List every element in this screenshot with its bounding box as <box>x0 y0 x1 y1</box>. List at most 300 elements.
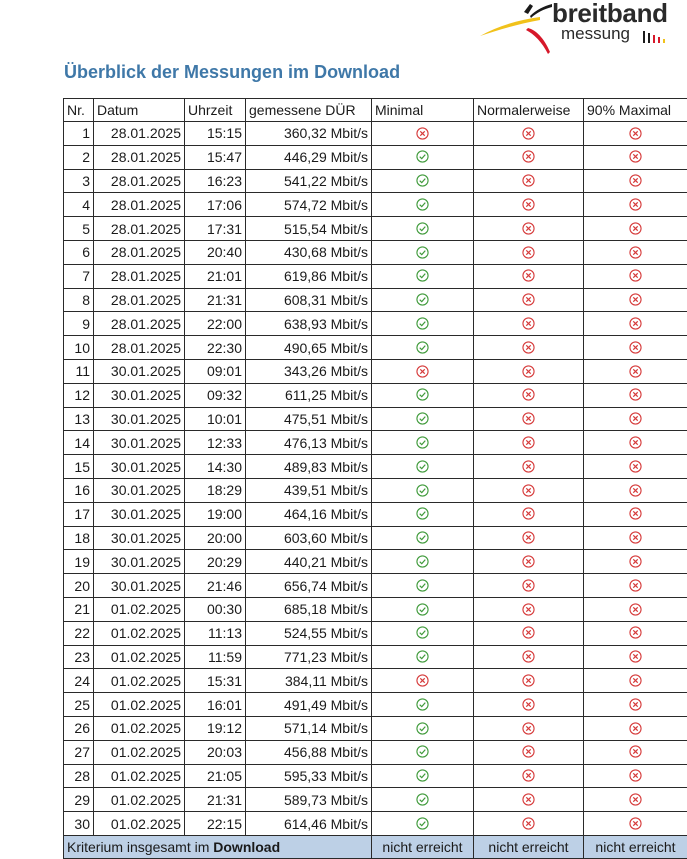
cell-max90 <box>584 455 687 479</box>
x-circle-icon <box>522 530 535 546</box>
check-circle-icon <box>416 506 429 522</box>
check-circle-icon <box>416 482 429 498</box>
cell-normal <box>474 312 584 336</box>
table-row <box>64 312 687 336</box>
cell-nr: 9 <box>64 312 94 336</box>
cell-uhrzeit: 15:15 <box>185 122 246 146</box>
cell-datum: 01.02.2025 <box>94 597 185 621</box>
logo-bars-icon <box>643 31 673 43</box>
check-circle-icon <box>416 625 429 641</box>
cell-normal <box>474 288 584 312</box>
cell-minimal <box>372 359 474 383</box>
cell-datum: 30.01.2025 <box>94 455 185 479</box>
x-circle-icon <box>629 601 642 617</box>
cell-wert: 656,74 Mbit/s <box>246 574 372 598</box>
cell-nr: 18 <box>64 526 94 550</box>
x-circle-icon <box>522 316 535 332</box>
cell-uhrzeit: 22:30 <box>185 336 246 360</box>
cell-datum: 01.02.2025 <box>94 764 185 788</box>
check-circle-icon <box>416 268 429 284</box>
cell-max90 <box>584 407 687 431</box>
cell-datum: 28.01.2025 <box>94 145 185 169</box>
cell-uhrzeit: 19:12 <box>185 716 246 740</box>
check-circle-icon <box>416 340 429 356</box>
cell-normal <box>474 359 584 383</box>
x-circle-icon <box>522 625 535 641</box>
cell-minimal <box>372 764 474 788</box>
x-circle-icon <box>629 197 642 213</box>
cell-normal <box>474 455 584 479</box>
table-row <box>64 359 687 383</box>
x-circle-icon <box>522 125 535 141</box>
cell-nr: 11 <box>64 359 94 383</box>
logo-word: breitband <box>552 0 668 26</box>
footer-normal: nicht erreicht <box>474 835 584 858</box>
cell-nr: 29 <box>64 788 94 812</box>
x-circle-icon <box>629 459 642 475</box>
x-circle-icon <box>629 530 642 546</box>
cell-datum: 28.01.2025 <box>94 169 185 193</box>
cell-normal <box>474 336 584 360</box>
cell-wert: 464,16 Mbit/s <box>246 502 372 526</box>
cell-minimal <box>372 645 474 669</box>
cell-uhrzeit: 00:30 <box>185 597 246 621</box>
cell-normal <box>474 812 584 836</box>
cell-normal <box>474 597 584 621</box>
cell-max90 <box>584 145 687 169</box>
cell-wert: 490,65 Mbit/s <box>246 336 372 360</box>
cell-wert: 360,32 Mbit/s <box>246 122 372 146</box>
cell-datum: 28.01.2025 <box>94 122 185 146</box>
check-circle-icon <box>416 792 429 808</box>
cell-max90 <box>584 716 687 740</box>
cell-minimal <box>372 812 474 836</box>
cell-uhrzeit: 21:31 <box>185 288 246 312</box>
x-circle-icon <box>522 244 535 260</box>
cell-uhrzeit: 12:33 <box>185 431 246 455</box>
cell-max90 <box>584 312 687 336</box>
table-row <box>64 597 687 621</box>
cell-nr: 12 <box>64 383 94 407</box>
table-row <box>64 407 687 431</box>
table-body <box>64 122 687 836</box>
cell-uhrzeit: 14:30 <box>185 455 246 479</box>
cell-normal <box>474 716 584 740</box>
cell-uhrzeit: 21:31 <box>185 788 246 812</box>
cell-max90 <box>584 740 687 764</box>
cell-uhrzeit: 18:29 <box>185 478 246 502</box>
cell-minimal <box>372 597 474 621</box>
cell-normal <box>474 240 584 264</box>
x-circle-icon <box>629 125 642 141</box>
check-circle-icon <box>416 173 429 189</box>
table-row <box>64 764 687 788</box>
table-row <box>64 502 687 526</box>
cell-datum: 28.01.2025 <box>94 288 185 312</box>
x-circle-icon <box>522 173 535 189</box>
cell-max90 <box>584 431 687 455</box>
x-circle-icon <box>522 744 535 760</box>
logo-swoosh-icon <box>478 0 558 60</box>
cell-normal <box>474 788 584 812</box>
table-row <box>64 240 687 264</box>
cell-uhrzeit: 20:00 <box>185 526 246 550</box>
cell-uhrzeit: 09:01 <box>185 359 246 383</box>
cell-minimal <box>372 502 474 526</box>
cell-normal <box>474 764 584 788</box>
x-circle-icon <box>629 363 642 379</box>
cell-uhrzeit: 16:23 <box>185 169 246 193</box>
cell-max90 <box>584 478 687 502</box>
cell-normal <box>474 431 584 455</box>
footer-label <box>64 835 372 858</box>
table-row <box>64 478 687 502</box>
cell-normal <box>474 693 584 717</box>
cell-nr: 5 <box>64 217 94 241</box>
cell-uhrzeit: 21:05 <box>185 764 246 788</box>
table-row <box>64 169 687 193</box>
cell-normal <box>474 169 584 193</box>
cell-max90 <box>584 502 687 526</box>
cell-wert: 614,46 Mbit/s <box>246 812 372 836</box>
table-row <box>64 145 687 169</box>
cell-minimal <box>372 740 474 764</box>
cell-uhrzeit: 22:00 <box>185 312 246 336</box>
x-circle-icon <box>629 482 642 498</box>
check-circle-icon <box>416 816 429 832</box>
x-circle-icon <box>629 149 642 165</box>
check-circle-icon <box>416 768 429 784</box>
check-circle-icon <box>416 649 429 665</box>
cell-uhrzeit: 15:47 <box>185 145 246 169</box>
cell-datum: 30.01.2025 <box>94 502 185 526</box>
cell-uhrzeit: 20:03 <box>185 740 246 764</box>
cell-normal <box>474 264 584 288</box>
cell-datum: 01.02.2025 <box>94 716 185 740</box>
cell-minimal <box>372 716 474 740</box>
cell-minimal <box>372 693 474 717</box>
cell-wert: 611,25 Mbit/s <box>246 383 372 407</box>
cell-wert: 541,22 Mbit/s <box>246 169 372 193</box>
x-circle-icon <box>629 697 642 713</box>
check-circle-icon <box>416 197 429 213</box>
cell-nr: 24 <box>64 669 94 693</box>
cell-wert: 343,26 Mbit/s <box>246 359 372 383</box>
cell-normal <box>474 478 584 502</box>
cell-datum: 28.01.2025 <box>94 312 185 336</box>
cell-minimal <box>372 122 474 146</box>
cell-wert: 515,54 Mbit/s <box>246 217 372 241</box>
cell-nr: 8 <box>64 288 94 312</box>
cell-wert: 446,29 Mbit/s <box>246 145 372 169</box>
cell-max90 <box>584 359 687 383</box>
cell-datum: 30.01.2025 <box>94 383 185 407</box>
cell-uhrzeit: 17:31 <box>185 217 246 241</box>
check-circle-icon <box>416 316 429 332</box>
header-datum: Datum <box>94 99 185 122</box>
cell-max90 <box>584 193 687 217</box>
cell-max90 <box>584 621 687 645</box>
cell-uhrzeit: 10:01 <box>185 407 246 431</box>
x-circle-icon <box>522 435 535 451</box>
cell-wert: 524,55 Mbit/s <box>246 621 372 645</box>
x-circle-icon <box>522 411 535 427</box>
cell-minimal <box>372 288 474 312</box>
check-circle-icon <box>416 530 429 546</box>
x-circle-icon <box>522 363 535 379</box>
cell-minimal <box>372 455 474 479</box>
x-circle-icon <box>416 125 429 141</box>
cell-nr: 6 <box>64 240 94 264</box>
cell-wert: 430,68 Mbit/s <box>246 240 372 264</box>
cell-uhrzeit: 17:06 <box>185 193 246 217</box>
cell-uhrzeit: 15:31 <box>185 669 246 693</box>
cell-nr: 14 <box>64 431 94 455</box>
check-circle-icon <box>416 720 429 736</box>
page-title: Überblick der Messungen im Download <box>64 62 400 83</box>
cell-minimal <box>372 169 474 193</box>
cell-nr: 27 <box>64 740 94 764</box>
cell-normal <box>474 550 584 574</box>
x-circle-icon <box>522 482 535 498</box>
table-row <box>64 217 687 241</box>
cell-uhrzeit: 21:01 <box>185 264 246 288</box>
cell-minimal <box>372 312 474 336</box>
cell-datum: 30.01.2025 <box>94 407 185 431</box>
x-circle-icon <box>629 340 642 356</box>
cell-wert: 574,72 Mbit/s <box>246 193 372 217</box>
cell-datum: 30.01.2025 <box>94 359 185 383</box>
cell-max90 <box>584 693 687 717</box>
x-circle-icon <box>629 173 642 189</box>
table-row <box>64 383 687 407</box>
cell-nr: 23 <box>64 645 94 669</box>
breitbandmessung-logo <box>478 0 687 60</box>
cell-datum: 28.01.2025 <box>94 336 185 360</box>
table-row <box>64 621 687 645</box>
cell-datum: 30.01.2025 <box>94 478 185 502</box>
cell-wert: 476,13 Mbit/s <box>246 431 372 455</box>
cell-minimal <box>372 407 474 431</box>
cell-uhrzeit: 20:29 <box>185 550 246 574</box>
cell-minimal <box>372 336 474 360</box>
cell-nr: 15 <box>64 455 94 479</box>
cell-max90 <box>584 574 687 598</box>
footer-label-prefix: Kriterium insgesamt im <box>67 839 213 855</box>
x-circle-icon <box>522 292 535 308</box>
cell-nr: 30 <box>64 812 94 836</box>
header-normalerweise: Normalerweise <box>474 99 584 122</box>
cell-datum: 01.02.2025 <box>94 812 185 836</box>
cell-datum: 28.01.2025 <box>94 264 185 288</box>
cell-datum: 01.02.2025 <box>94 645 185 669</box>
cell-normal <box>474 621 584 645</box>
x-circle-icon <box>522 268 535 284</box>
cell-minimal <box>372 383 474 407</box>
cell-uhrzeit: 16:01 <box>185 693 246 717</box>
check-circle-icon <box>416 601 429 617</box>
cell-nr: 4 <box>64 193 94 217</box>
footer-max90: nicht erreicht <box>584 835 687 858</box>
cell-max90 <box>584 383 687 407</box>
table-row <box>64 574 687 598</box>
header-90-maximal: 90% Maximal <box>584 99 687 122</box>
x-circle-icon <box>522 197 535 213</box>
cell-minimal <box>372 217 474 241</box>
cell-uhrzeit: 11:59 <box>185 645 246 669</box>
x-circle-icon <box>629 673 642 689</box>
cell-minimal <box>372 240 474 264</box>
table-row <box>64 788 687 812</box>
x-circle-icon <box>629 387 642 403</box>
cell-uhrzeit: 22:15 <box>185 812 246 836</box>
cell-datum: 01.02.2025 <box>94 621 185 645</box>
x-circle-icon <box>522 792 535 808</box>
cell-max90 <box>584 597 687 621</box>
cell-nr: 21 <box>64 597 94 621</box>
cell-normal <box>474 669 584 693</box>
cell-datum: 01.02.2025 <box>94 740 185 764</box>
cell-datum: 28.01.2025 <box>94 240 185 264</box>
check-circle-icon <box>416 221 429 237</box>
cell-max90 <box>584 264 687 288</box>
cell-nr: 2 <box>64 145 94 169</box>
cell-normal <box>474 193 584 217</box>
cell-minimal <box>372 193 474 217</box>
table-row <box>64 526 687 550</box>
x-circle-icon <box>629 316 642 332</box>
cell-minimal <box>372 264 474 288</box>
cell-nr: 26 <box>64 716 94 740</box>
cell-minimal <box>372 574 474 598</box>
x-circle-icon <box>629 625 642 641</box>
table-header-row <box>64 99 687 122</box>
table-row <box>64 288 687 312</box>
cell-normal <box>474 122 584 146</box>
x-circle-icon <box>629 435 642 451</box>
footer-minimal: nicht erreicht <box>372 835 474 858</box>
x-circle-icon <box>629 244 642 260</box>
cell-uhrzeit: 09:32 <box>185 383 246 407</box>
check-circle-icon <box>416 554 429 570</box>
cell-wert: 771,23 Mbit/s <box>246 645 372 669</box>
cell-normal <box>474 574 584 598</box>
cell-nr: 3 <box>64 169 94 193</box>
cell-minimal <box>372 145 474 169</box>
cell-nr: 22 <box>64 621 94 645</box>
x-circle-icon <box>629 792 642 808</box>
cell-datum: 01.02.2025 <box>94 788 185 812</box>
cell-wert: 608,31 Mbit/s <box>246 288 372 312</box>
check-circle-icon <box>416 697 429 713</box>
table-row <box>64 645 687 669</box>
x-circle-icon <box>522 506 535 522</box>
cell-wert: 475,51 Mbit/s <box>246 407 372 431</box>
cell-nr: 10 <box>64 336 94 360</box>
x-circle-icon <box>629 768 642 784</box>
cell-normal <box>474 502 584 526</box>
table-row <box>64 336 687 360</box>
cell-minimal <box>372 621 474 645</box>
cell-max90 <box>584 336 687 360</box>
cell-max90 <box>584 288 687 312</box>
cell-wert: 456,88 Mbit/s <box>246 740 372 764</box>
x-circle-icon <box>629 744 642 760</box>
cell-nr: 19 <box>64 550 94 574</box>
x-circle-icon <box>629 292 642 308</box>
cell-uhrzeit: 20:40 <box>185 240 246 264</box>
cell-max90 <box>584 550 687 574</box>
cell-minimal <box>372 788 474 812</box>
cell-max90 <box>584 669 687 693</box>
table-row <box>64 193 687 217</box>
cell-max90 <box>584 645 687 669</box>
x-circle-icon <box>522 816 535 832</box>
cell-max90 <box>584 812 687 836</box>
x-circle-icon <box>522 768 535 784</box>
cell-wert: 489,83 Mbit/s <box>246 455 372 479</box>
cell-wert: 440,21 Mbit/s <box>246 550 372 574</box>
cell-nr: 20 <box>64 574 94 598</box>
x-circle-icon <box>522 649 535 665</box>
cell-uhrzeit: 21:46 <box>185 574 246 598</box>
x-circle-icon <box>522 578 535 594</box>
x-circle-icon <box>522 459 535 475</box>
cell-nr: 7 <box>64 264 94 288</box>
cell-uhrzeit: 19:00 <box>185 502 246 526</box>
cell-max90 <box>584 526 687 550</box>
cell-max90 <box>584 788 687 812</box>
cell-wert: 491,49 Mbit/s <box>246 693 372 717</box>
x-circle-icon <box>522 387 535 403</box>
cell-minimal <box>372 550 474 574</box>
cell-datum: 30.01.2025 <box>94 574 185 598</box>
table-row <box>64 716 687 740</box>
cell-normal <box>474 145 584 169</box>
cell-nr: 25 <box>64 693 94 717</box>
x-circle-icon <box>522 554 535 570</box>
x-circle-icon <box>416 363 429 379</box>
cell-wert: 685,18 Mbit/s <box>246 597 372 621</box>
x-circle-icon <box>522 697 535 713</box>
header-minimal: Minimal <box>372 99 474 122</box>
x-circle-icon <box>629 816 642 832</box>
cell-max90 <box>584 217 687 241</box>
x-circle-icon <box>629 411 642 427</box>
cell-datum: 28.01.2025 <box>94 217 185 241</box>
cell-normal <box>474 407 584 431</box>
cell-normal <box>474 740 584 764</box>
check-circle-icon <box>416 459 429 475</box>
cell-max90 <box>584 764 687 788</box>
cell-wert: 439,51 Mbit/s <box>246 478 372 502</box>
x-circle-icon <box>522 340 535 356</box>
x-circle-icon <box>522 601 535 617</box>
cell-nr: 17 <box>64 502 94 526</box>
table-footer-row <box>64 835 687 858</box>
cell-minimal <box>372 669 474 693</box>
table-row <box>64 550 687 574</box>
measurement-table <box>63 98 687 859</box>
cell-datum: 30.01.2025 <box>94 526 185 550</box>
x-circle-icon <box>416 673 429 689</box>
cell-datum: 30.01.2025 <box>94 431 185 455</box>
x-circle-icon <box>522 149 535 165</box>
table-row <box>64 264 687 288</box>
x-circle-icon <box>522 221 535 237</box>
cell-uhrzeit: 11:13 <box>185 621 246 645</box>
check-circle-icon <box>416 149 429 165</box>
